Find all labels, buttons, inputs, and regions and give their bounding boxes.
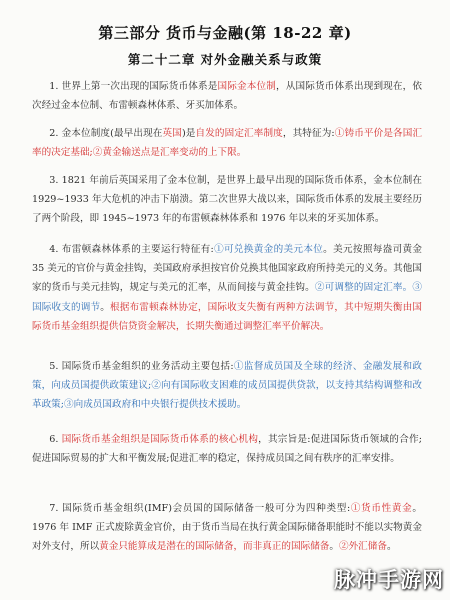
part-title: 第三部分 货币与金融(第 18-22 章) bbox=[98, 24, 352, 42]
highlighted-text: ②可调整的固定汇率。③国际收支的调节 bbox=[32, 282, 423, 313]
paragraph-text: 5. 国际货币基金组织的业务活动主要包括: bbox=[49, 361, 234, 372]
highlighted-text: ①铸币平价是各国汇率的决定基础;②黄金输送点是汇率变动的上下限。 bbox=[32, 128, 423, 159]
paragraph-text: 。美元按照每盎司黄金 35 美元的官价与黄金挂钩，美国政府承担按官价兑换其他国家政府所持美元的义务。其他国家的货币与美元挂钩，规定与美元的汇率，从而间接与黄金挂钩。 bbox=[32, 244, 423, 294]
highlighted-text: 自发的固定汇率制度 bbox=[195, 128, 283, 139]
paragraph-7 bbox=[32, 499, 422, 557]
paragraph-text: 2. 金本位制度(最早出现在 bbox=[49, 128, 163, 139]
paragraph-text: ，从国际货币体系出现到现在，依次经过金本位制、布雷顿森林体系、牙买加体系。 bbox=[32, 81, 423, 112]
watermark-logo: 脉冲手游网 bbox=[334, 568, 444, 592]
paragraph-text: 。 bbox=[329, 541, 339, 553]
paragraph-text: ，其宗旨是:促进国际货币领域的合作;促进国际贸易的扩大和平衡发展;促进汇率的稳定，保持成员国之间有秩序的汇率安排。 bbox=[32, 434, 423, 465]
paragraph-6 bbox=[32, 430, 422, 468]
paragraph-text: 6. bbox=[49, 434, 62, 445]
highlighted-text: 国际货币基金组织是国际货币体系的核心机构 bbox=[61, 434, 259, 445]
paragraph-text: 4. 布雷顿森林体系的主要运行特征有: bbox=[49, 244, 214, 255]
chapter-title: 第二十二章 对外金融关系与政策 bbox=[127, 52, 323, 67]
highlighted-text: 国际金本位制 bbox=[217, 81, 276, 92]
paragraph-text: 。 bbox=[100, 301, 111, 313]
paragraph-text: 1. 世界上第一次出现的国际货币体系是 bbox=[49, 81, 218, 92]
paragraph-text: ，其特征为: bbox=[282, 128, 335, 139]
paragraph-2 bbox=[32, 124, 422, 162]
paragraph-text: 3. 1821 年前后英国采用了金本位制，是世界上最早出现的国际货币体系，金本位制在 1929~1933 年大危机的冲击下崩溃。第二次世界大战以来，国际货币体系的发展主要经历了两个阶段，即 1945~1973 年的布雷顿森林体系和 1976 年以来的牙买加体系。 bbox=[32, 175, 422, 225]
paragraph-text: 。1976 年 IMF 正式废除黄金官价，由于货币当局在执行黄金国际储备职能时不能以实物黄金对外支付，所以 bbox=[32, 503, 422, 553]
highlighted-text: 英国 bbox=[162, 128, 182, 139]
paragraph-text: )是 bbox=[181, 128, 196, 139]
highlighted-text: 黄金只能算成是潜在的国际储备，而非真正的国际储备 bbox=[99, 541, 330, 553]
paragraph-1 bbox=[32, 77, 422, 115]
highlighted-text: 根据布雷顿森林协定，国际收支失衡有两种方法调节，其中短期失衡由国际货币基金组织提供信贷资金解决，长期失衡通过调整汇率平价解决。 bbox=[32, 301, 423, 332]
highlighted-text: ②外汇储备 bbox=[339, 541, 387, 553]
paragraph-4 bbox=[32, 240, 422, 336]
paragraph-3 bbox=[32, 171, 422, 229]
paragraph-5 bbox=[32, 357, 422, 415]
highlighted-text: ①货币性黄金 bbox=[350, 503, 413, 514]
paragraph-text: 7. 国际货币基金组织(IMF)会员国的国际储备一般可分为四种类型: bbox=[49, 503, 351, 514]
highlighted-text: ①可兑换黄金的美元本位 bbox=[213, 244, 324, 255]
paragraph-text: 。 bbox=[386, 541, 397, 553]
highlighted-text: ①监督成员国及全球的经济、金融发展和政策，向成员国提供政策建议;②向有国际收支困难的成员国提供贷款，以支持其结构调整和改革政策;③向成员国政府和中央银行提供技术援助。 bbox=[32, 361, 423, 411]
